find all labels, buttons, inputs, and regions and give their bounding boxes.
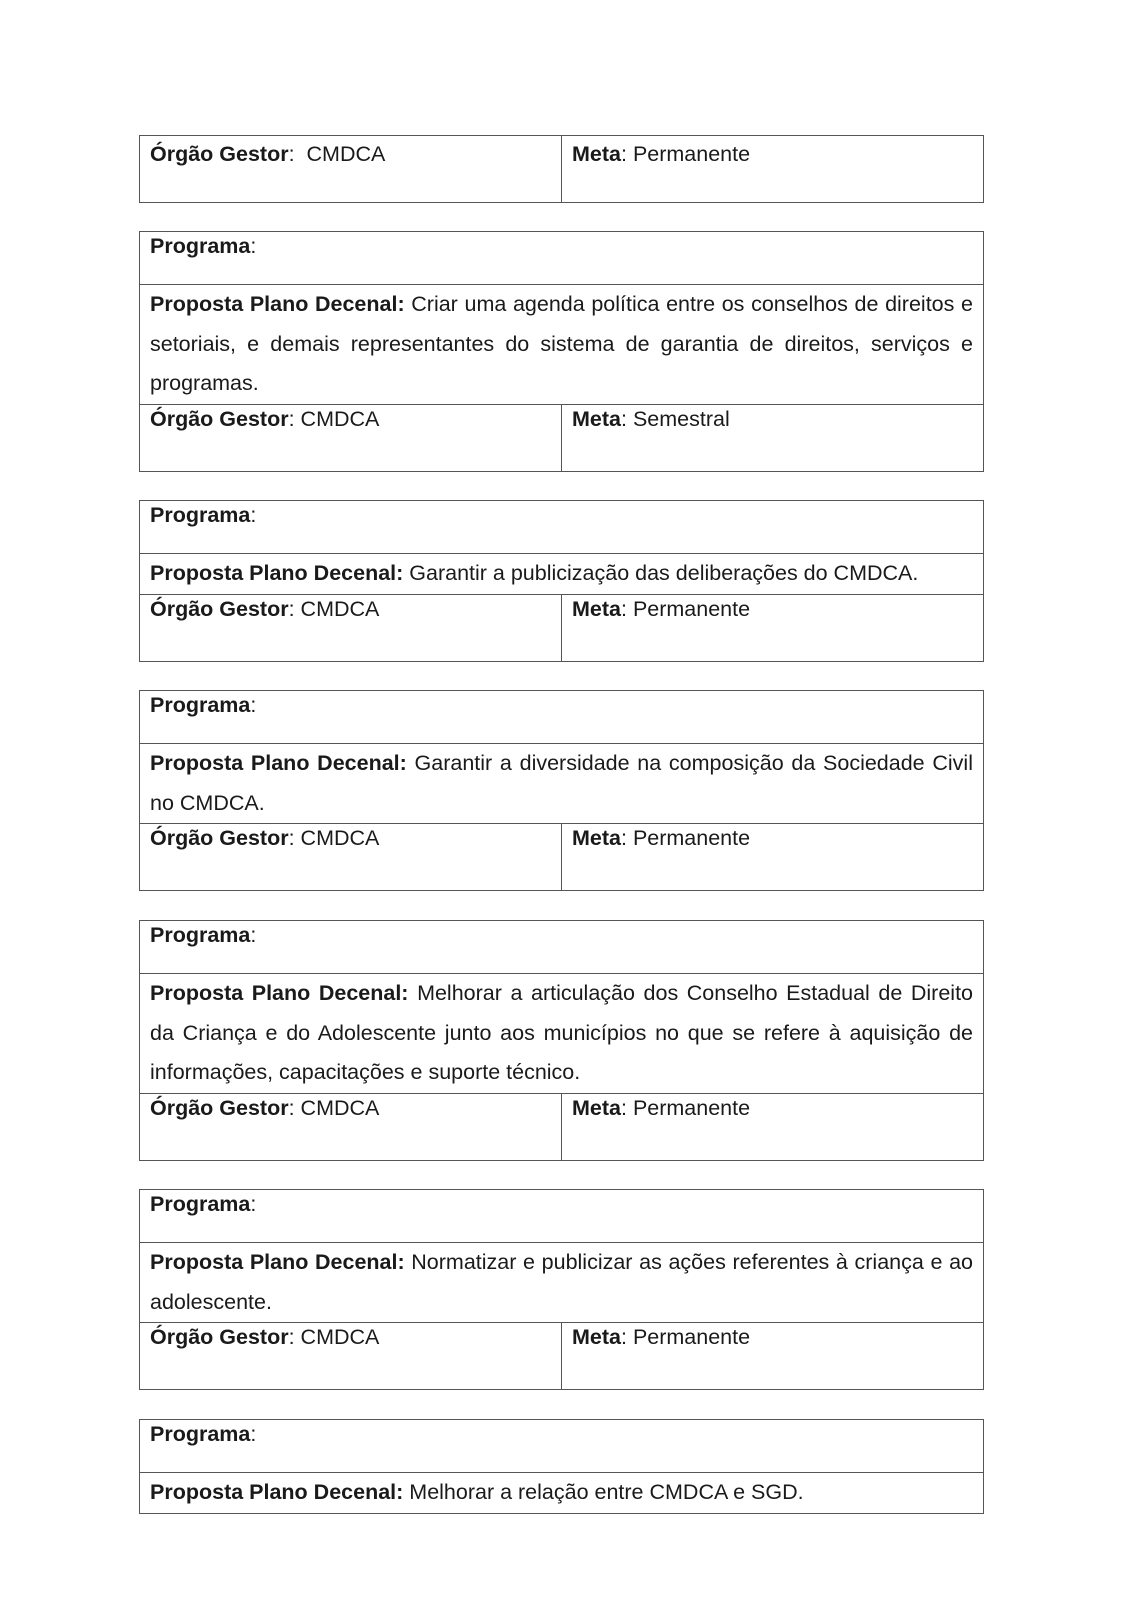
meta-label: Meta	[572, 406, 621, 431]
plan-table-4	[139, 920, 984, 1161]
orgao-gestor-cell: Órgão Gestor: CMDCA	[140, 136, 562, 203]
orgao-gestor-value: CMDCA	[300, 1095, 380, 1120]
meta-label: Meta	[572, 596, 621, 621]
programa-cell: Programa:	[140, 501, 984, 554]
proposta-value: Garantir a diversidade na composição da Sociedade Civil no CMDCA.	[150, 751, 973, 815]
programa-label: Programa	[150, 1422, 251, 1446]
meta-cell: Meta: Permanente	[562, 136, 984, 203]
proposta-cell	[140, 285, 984, 405]
proposta-cell	[140, 974, 984, 1094]
programa-label: Programa	[150, 234, 251, 258]
orgao-gestor-label: Órgão Gestor	[150, 406, 289, 431]
meta-label: Meta	[572, 142, 621, 166]
orgao-gestor-cell: Órgão Gestor: CMDCA	[140, 1093, 562, 1160]
orgao-gestor-value: CMDCA	[306, 142, 386, 166]
meta-cell: Meta: Permanente	[562, 1323, 984, 1390]
meta-cell: Meta: Permanente	[562, 824, 984, 891]
meta-value: Permanente	[632, 1325, 751, 1349]
proposta-cell	[140, 1473, 984, 1514]
meta-cell: Meta: Permanente	[562, 1093, 984, 1160]
proposta-cell	[140, 1243, 984, 1323]
meta-cell: Meta: Permanente	[562, 594, 984, 661]
proposta-cell	[140, 554, 984, 595]
orgao-gestor-value: CMDCA	[300, 596, 380, 621]
programa-label: Programa	[150, 923, 251, 947]
programa-label: Programa	[150, 1192, 251, 1216]
orgao-gestor-value: CMDCA	[300, 826, 380, 850]
proposta-value: Normatizar e publicizar as ações referentes à criança e ao adolescente.	[150, 1250, 973, 1314]
plan-table-2	[139, 500, 984, 662]
orgao-gestor-value: CMDCA	[300, 1325, 380, 1349]
programa-cell: Programa:	[140, 232, 984, 285]
programa-label: Programa	[150, 503, 251, 527]
proposta-value: Garantir a publicização das deliberações do CMDCA.	[409, 561, 919, 585]
orgao-gestor-label: Órgão Gestor	[150, 1095, 289, 1120]
programa-cell: Programa:	[140, 691, 984, 744]
orgao-gestor-label: Órgão Gestor	[150, 826, 289, 850]
plan-table-6	[139, 1419, 984, 1514]
proposta-value: Melhorar a relação entre CMDCA e SGD.	[409, 1480, 804, 1504]
orgao-gestor-cell: Órgão Gestor: CMDCA	[140, 824, 562, 891]
meta-value: Permanente	[632, 596, 751, 621]
proposta-value: Criar uma agenda política entre os conselhos de direitos e setoriais, e demais representantes do sistema de garantia de direitos, serviços e programas.	[150, 292, 973, 395]
proposta-label: Proposta Plano Decenal:	[150, 751, 407, 775]
meta-value: Permanente	[632, 142, 751, 166]
proposta-label: Proposta Plano Decenal:	[150, 1250, 405, 1274]
proposta-cell	[140, 744, 984, 824]
plan-table-3	[139, 690, 984, 891]
plan-table-1	[139, 231, 984, 472]
programa-cell: Programa:	[140, 921, 984, 974]
meta-label: Meta	[572, 1325, 621, 1349]
orgao-gestor-cell: Órgão Gestor: CMDCA	[140, 1323, 562, 1390]
programa-cell: Programa:	[140, 1190, 984, 1243]
meta-cell: Meta: Semestral	[562, 404, 984, 471]
proposta-label: Proposta Plano Decenal:	[150, 561, 404, 585]
orgao-gestor-label: Órgão Gestor	[150, 596, 289, 621]
orgao-gestor-label: Órgão Gestor	[150, 1325, 289, 1349]
proposta-label: Proposta Plano Decenal:	[150, 1480, 404, 1504]
orgao-gestor-cell: Órgão Gestor: CMDCA	[140, 404, 562, 471]
meta-value: Permanente	[632, 826, 751, 850]
proposta-value: Melhorar a articulação dos Conselho Estadual de Direito da Criança e do Adolescente junto aos municípios no que se refere à aquisição de informações, capacitações e suporte técnico.	[150, 981, 974, 1084]
proposta-label: Proposta Plano Decenal:	[150, 292, 405, 316]
meta-value: Semestral	[632, 406, 730, 431]
proposta-label: Proposta Plano Decenal:	[150, 981, 409, 1005]
programa-cell: Programa:	[140, 1420, 984, 1473]
meta-value: Permanente	[632, 1095, 751, 1120]
orgao-gestor-label: Órgão Gestor	[150, 142, 289, 166]
plan-table-5	[139, 1189, 984, 1390]
programa-label: Programa	[150, 693, 251, 717]
orgao-gestor-value: CMDCA	[300, 406, 380, 431]
meta-label: Meta	[572, 826, 621, 850]
orgao-gestor-cell: Órgão Gestor: CMDCA	[140, 594, 562, 661]
plan-table-0	[139, 135, 984, 203]
meta-label: Meta	[572, 1095, 621, 1120]
